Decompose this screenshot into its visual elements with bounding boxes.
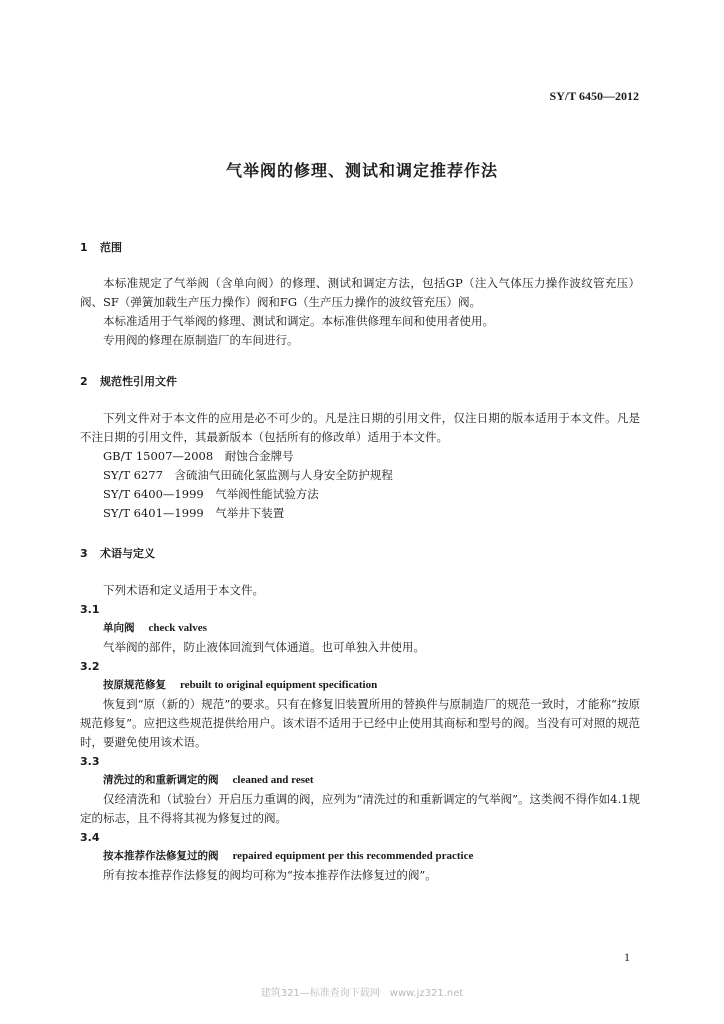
section-3-body [80,581,640,885]
term-en: check valves [148,622,207,634]
section-2 [80,372,640,391]
section-1-body [80,274,640,350]
reference-item: SY/T 6400—1999 气举阀性能试验方法 [103,487,319,501]
paragraph: 下列术语和定义适用于本文件。 [103,583,264,597]
section-title: 规范性引用文件 [100,375,177,388]
document-title: 气举阀的修理、测试和调定推荐作法 [225,161,498,180]
clause-number: 3.3 [80,755,100,768]
term-zh: 清洗过的和重新调定的阀 [103,774,219,786]
section-3 [80,544,640,563]
paragraph: 本标准适用于气举阀的修理、测试和调定。本标准供修理车间和使用者使用。 [103,314,494,328]
reference-item: GB/T 15007—2008 耐蚀合金牌号 [103,449,294,463]
definition: 仅经清洗和（试验台）开启压力重调的阀，应列为“清洗过的和重新调定的气举阀”。这类阀不得作如4.1规定的标志，且不得将其视为修复过的阀。 [80,792,640,825]
term-heading [80,847,640,866]
section-number: 2 [80,375,88,388]
section-heading [80,238,640,257]
clause-number: 3.2 [80,660,100,673]
definition: 所有按本推荐作法修复的阀均可称为“按本推荐作法修复过的阀”。 [103,868,437,882]
section-2-body [80,409,640,523]
term-heading [80,619,640,638]
reference-item: SY/T 6277 含硫油气田硫化氢监测与人身安全防护规程 [103,468,393,482]
definition: 恢复到“原（新的）规范”的要求。只有在修复旧装置所用的替换件与原制造厂的规范一致时，才能称“按原规范修复”。应把这些规范提供给用户。该术语不适用于已经中止使用其商标和型号的阀。当没有可对照的规范时，要避免使用该术语。 [80,697,640,749]
clause-number: 3.1 [80,603,100,616]
section-1 [80,238,640,257]
page-number: 1 [624,950,630,964]
section-title: 术语与定义 [100,547,155,560]
term-en: cleaned and reset [232,774,314,786]
standard-code: SY/T 6450—2012 [549,89,639,103]
watermark: 建筑321—标准查询下载网 www.jz321.net [260,988,464,999]
reference-item: SY/T 6401—1999 气举井下装置 [103,506,285,520]
section-heading [80,372,640,391]
term-zh: 按原规范修复 [103,679,166,691]
term-heading [80,771,640,790]
section-heading [80,544,640,563]
section-number: 1 [80,241,88,254]
term-zh: 单向阀 [103,622,135,634]
term-heading [80,676,640,695]
section-title: 范围 [100,241,122,254]
section-number: 3 [80,547,88,560]
definition: 气举阀的部件，防止液体回流到气体通道。也可单独入井使用。 [103,640,425,654]
term-zh: 按本推荐作法修复过的阀 [103,850,219,862]
paragraph: 下列文件对于本文件的应用是必不可少的。凡是注日期的引用文件，仅注日期的版本适用于本文件。凡是不注日期的引用文件，其最新版本（包括所有的修改单）适用于本文件。 [80,411,640,444]
paragraph: 专用阀的修理在原制造厂的车间进行。 [103,333,299,347]
paragraph: 本标准规定了气举阀（含单向阀）的修理、测试和调定方法，包括GP（注入气体压力操作波纹管充压）阀、SF（弹簧加载生产压力操作）阀和FG（生产压力操作的波纹管充压）阀。 [80,276,640,309]
clause-number: 3.4 [80,831,100,844]
term-en: rebuilt to original equipment specification [180,679,378,691]
term-en: repaired equipment per this recommended practice [232,850,474,862]
